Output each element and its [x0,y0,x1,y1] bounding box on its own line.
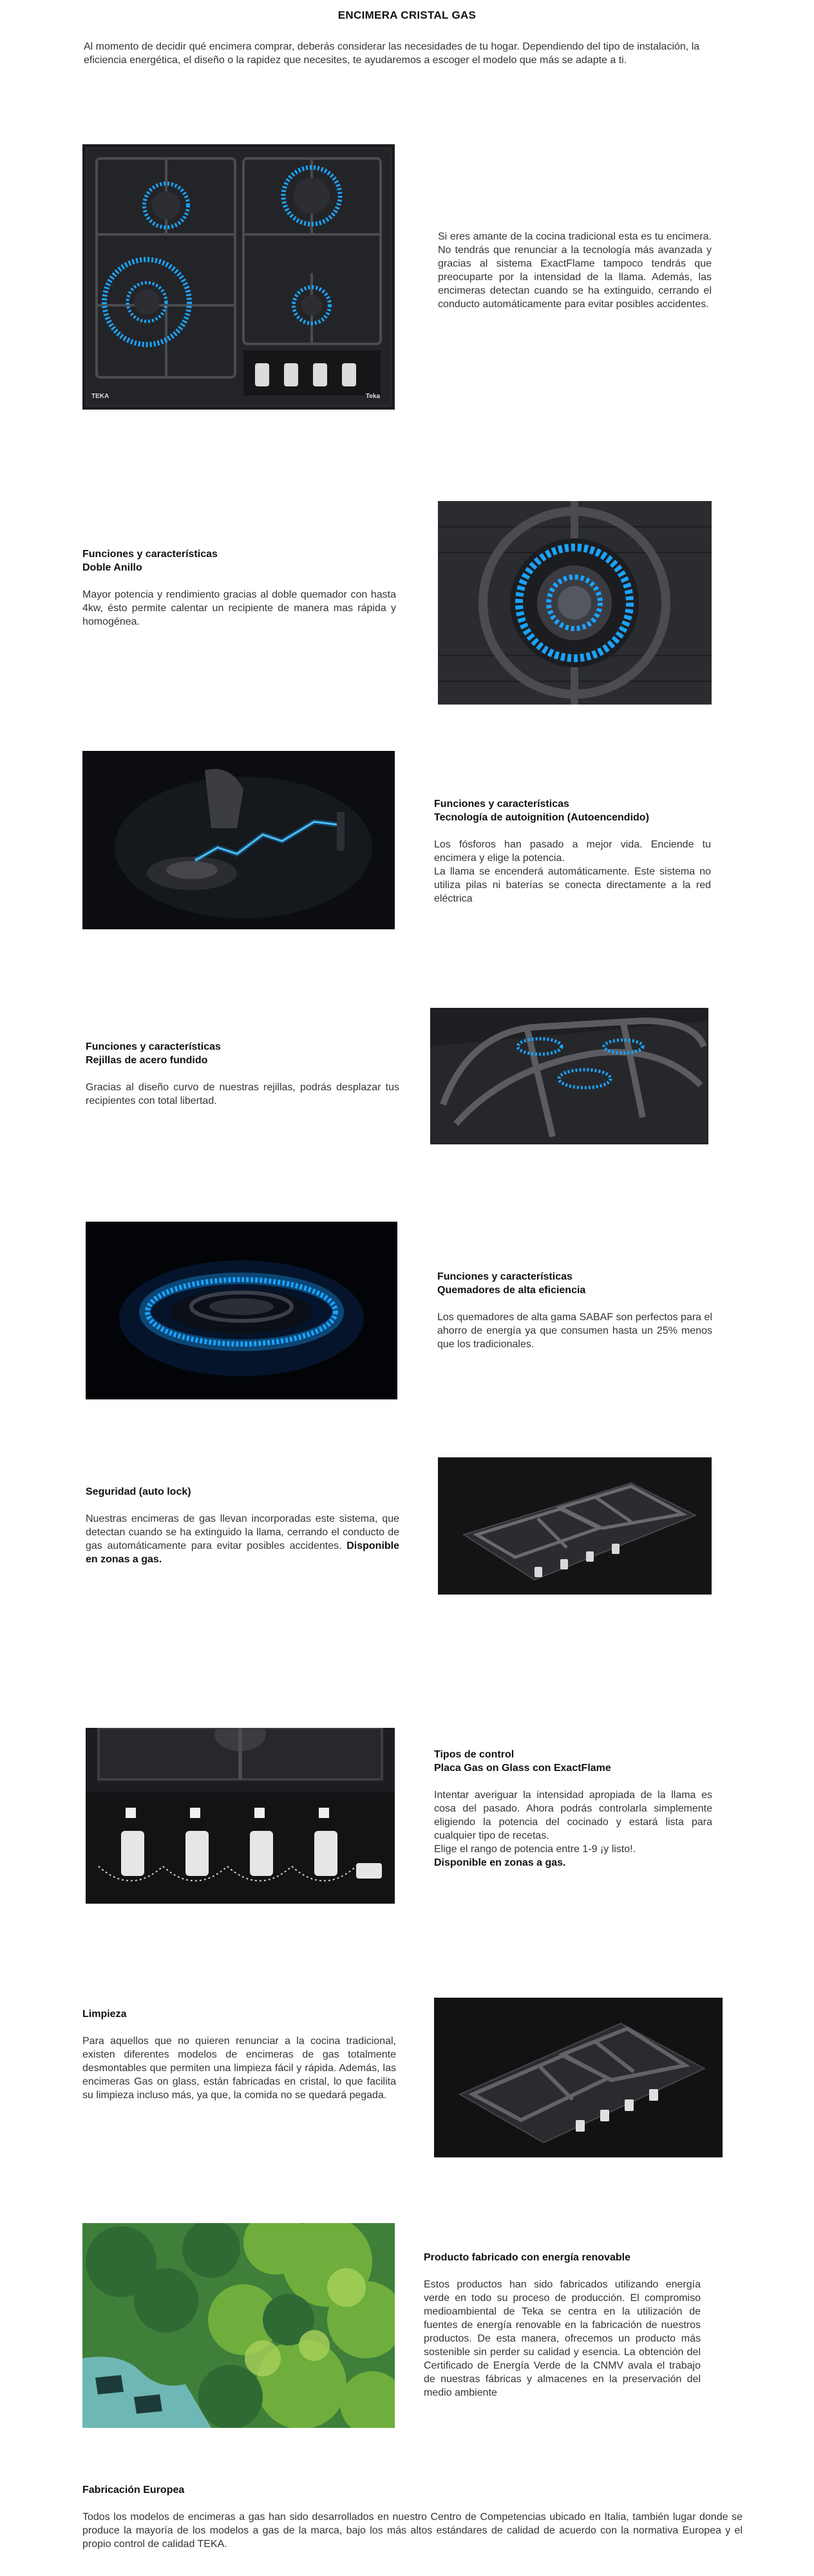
autoignition-text2: La llama se encenderá automáticamente. Este sistema no utiliza pilas ni baterías se conecta directamente a la red eléctrica [434,866,711,904]
renewable-section [424,2251,701,2400]
grates-heading1: Funciones y características [86,1041,221,1052]
grates-section [86,1040,399,1108]
cleaning-section [82,2007,396,2102]
double-ring-heading2: Doble Anillo [82,562,142,573]
renewable-text: Estos productos han sido fabricados utilizando energía verde en todo su proceso de producción. El compromiso medioambiental de Teka se centra en la utilización de fuentes de energía renovable en la fabricación de nuestros productos. De esta manera, ofrecemos un producto más sostenible sin perder su calidad y esencia. La obtención del Certificado de Energía Verde de la CNMV avala el trabajo de nuestras fábricas y almacenes en la preservación del medio ambiente [424,2279,701,2398]
autolock-heading: Seguridad (auto lock) [86,1486,191,1497]
double-ring-text: Mayor potencia y rendimiento gracias al doble quemador con hasta 4kw, ésto permite calentar un recipiente de manera mas rápida y homogénea. [82,589,396,627]
efficiency-heading2: Quemadores de alta eficiencia [437,1285,586,1296]
cleaning-text: Para aquellos que no quieren renunciar a la cocina tradicional, existen diferentes modelos de encimeras de gas totalmente desmontables que permiten una limpieza fácil y rápida. Además, las encimeras Gas on glass, están fabricadas en cristal, lo que facilita su limpieza incluso más, ya que, la comida no se quedará pegada. [82,2036,396,2101]
control-heading2: Placa Gas on Glass con ExactFlame [434,1763,611,1774]
page-title: ENCIMERA CRISTAL GAS [337,9,477,21]
ignition-image [82,751,395,929]
renewable-heading: Producto fabricado con energía renovable [424,2252,630,2263]
control-heading1: Tipos de control [434,1749,515,1760]
control-section [434,1748,712,1870]
autoignition-heading2: Tecnología de autoignition (Autoencendido) [434,812,649,823]
double-ring-heading1: Funciones y características [82,549,218,560]
control-availability: Disponible en zonas a gas. [434,1857,566,1868]
grates-text: Gracias al diseño curvo de nuestras rejillas, podrás desplazar tus recipientes con total libertad. [86,1082,399,1106]
autoignition-section [434,797,711,905]
cleaning-heading: Limpieza [82,2009,127,2020]
grates-image [430,1008,708,1144]
autolock-section [86,1485,399,1566]
european-section [82,2483,743,2551]
european-heading: Fabricación Europea [82,2485,185,2496]
exactflame-section [438,230,712,311]
grates-heading2: Rejillas de acero fundido [86,1055,208,1066]
control-text2: Elige el rango de potencia entre 1-9 ¡y listo!. [434,1844,636,1855]
double-ring-image [438,501,712,705]
european-text: Todos los modelos de encimeras a gas han sido desarrollados en nuestro Centro de Competencias ubicado en Italia, también lugar donde se produce la mayoría de los modelos a gas de la marca, bajo los más altos estándares de calidad de acuerdo con la normativa Europea y el propio control de calidad TEKA. [82,2512,743,2550]
forest-image [82,2223,395,2428]
controls-image [86,1728,395,1904]
exactflame-text: Si eres amante de la cocina tradicional esta es tu encimera. No tendrás que renunciar a la tecnología más avanzada y gracias al sistema ExactFlame tampoco tendrás que preocuparte por la intensidad de la llama. Además, las encimeras detectan cuando se ha extinguido, cerrando el conducto automáticamente para evitar posibles accidentes. [438,231,712,310]
control-text1: Intentar averiguar la intensidad apropiada de la llama es cosa del pasado. Ahora podrás controlarla simplemente eligiendo la potencia del cocinado y estará lista para cualquier tipo de recetas. [434,1790,712,1841]
efficiency-heading1: Funciones y características [437,1271,573,1282]
hob-top-image [82,144,395,410]
intro-text: Al momento de decidir qué encimera comprar, deberás considerar las necesidades de tu hogar. Dependiendo del tipo de instalación, la eficiencia energética, el diseño o la rapidez que necesites, te ayudaremos a escoger el modelo que más se adapte a ti. [84,41,700,66]
double-ring-section [82,547,396,629]
brand-label-left: TEKA [91,393,109,400]
autolock-text: Nuestras encimeras de gas llevan incorporadas este sistema, que detectan cuando se ha extinguido la llama, cerrando el conducto de gas automáticamente para evitar posibles accidentes. [86,1513,399,1551]
autolock-availability: Disponible en zonas a gas. [86,1540,399,1565]
efficiency-text: Los quemadores de alta gama SABAF son perfectos para el ahorro de energía ya que consumen hasta un 25% menos que los tradicionales. [437,1312,712,1350]
efficiency-section [437,1270,712,1351]
cleaning-image [434,1998,723,2157]
flame-image [86,1222,397,1399]
autoignition-heading1: Funciones y características [434,799,569,810]
brand-label-right: Teka [366,393,381,400]
autolock-image [438,1457,712,1595]
autoignition-text1: Los fósforos han pasado a mejor vida. Enciende tu encimera y elige la potencia. [434,839,711,864]
